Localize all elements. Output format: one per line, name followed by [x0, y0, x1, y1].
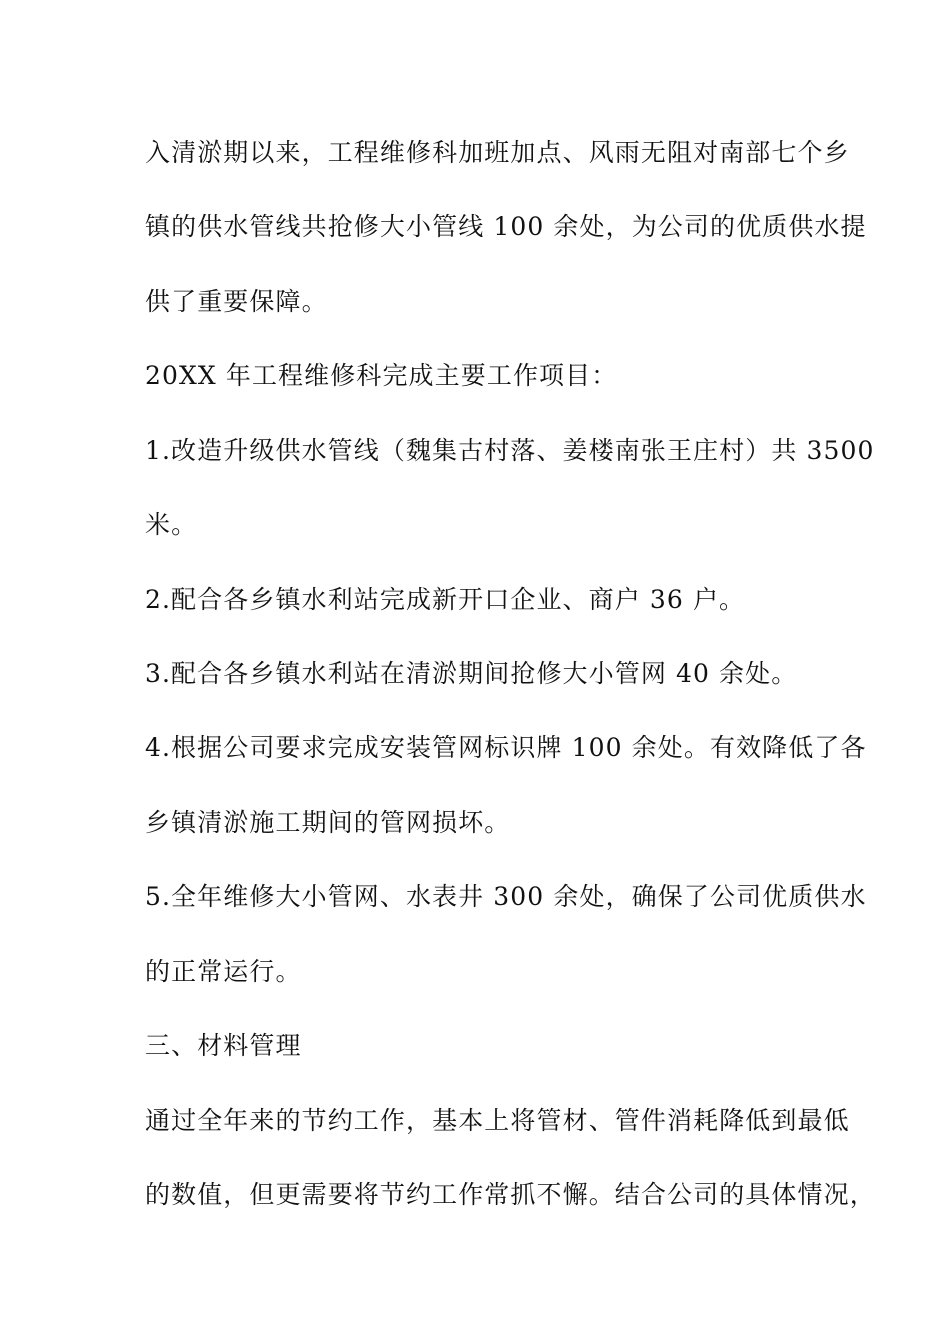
list-item-continuation: 乡镇清淤施工期间的管网损坏。 [145, 808, 511, 837]
paragraph-line: 供了重要保障。 [145, 287, 328, 316]
paragraph-line: 镇的供水管线共抢修大小管线 100 余处，为公司的优质供水提 [145, 212, 867, 241]
list-item: 4.根据公司要求完成安装管网标识牌 100 余处。有效降低了各 [145, 733, 867, 762]
list-item: 5.全年维修大小管网、水表井 300 余处，确保了公司优质供水 [145, 882, 867, 911]
section-heading: 三、材料管理 [145, 1031, 302, 1060]
paragraph-line: 入清淤期以来，工程维修科加班加点、风雨无阻对南部七个乡 [145, 138, 850, 167]
list-item: 2.配合各乡镇水利站完成新开口企业、商户 36 户。 [145, 585, 746, 614]
paragraph-line: 的数值，但更需要将节约工作常抓不懈。结合公司的具体情况， [145, 1180, 876, 1209]
list-item-continuation: 米。 [145, 510, 198, 539]
paragraph-line: 20XX 年工程维修科完成主要工作项目： [145, 361, 618, 390]
list-item: 1.改造升级供水管线（魏集古村落、姜楼南张王庄村）共 3500 [145, 436, 875, 465]
list-item-continuation: 的正常运行。 [145, 957, 302, 986]
list-item: 3.配合各乡镇水利站在清淤期间抢修大小管网 40 余处。 [145, 659, 798, 688]
paragraph-line: 通过全年来的节约工作，基本上将管材、管件消耗降低到最低 [145, 1106, 850, 1135]
